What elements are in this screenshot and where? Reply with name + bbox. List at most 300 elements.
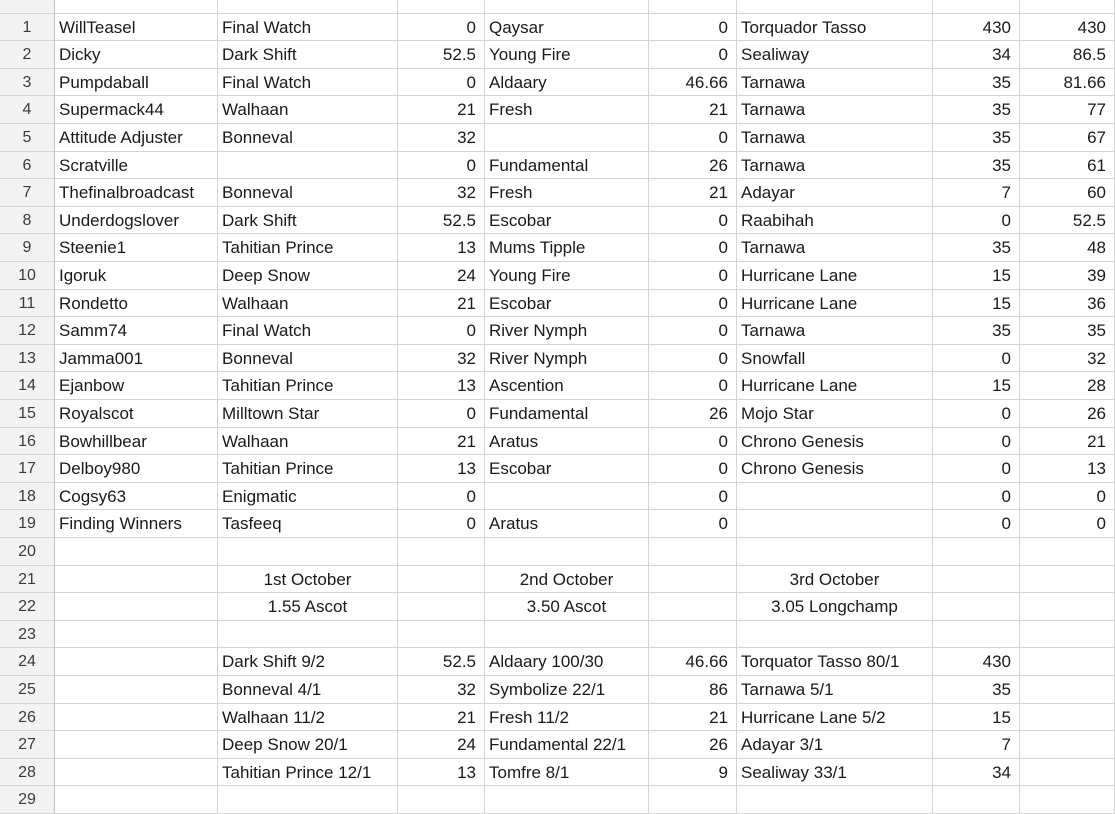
cell[interactable]: 35 [933,69,1020,97]
cell[interactable]: Thefinalbroadcast [55,179,218,207]
table-row [0,262,1106,290]
cell[interactable]: 0 [398,69,485,97]
row-header[interactable]: 29 [0,786,55,814]
cell[interactable]: 32 [398,345,485,373]
cell[interactable]: 0 [398,510,485,538]
table-row [0,593,1103,621]
cell[interactable]: Tasfeeq [218,510,398,538]
table-row [0,428,1106,456]
cell[interactable]: 0 [933,483,1020,511]
cell[interactable]: Chrono Genesis [737,455,933,483]
cell[interactable]: 7 [933,179,1020,207]
cell[interactable]: 3rd October [737,566,933,594]
cell[interactable]: Sealiway [737,41,933,69]
cell[interactable]: Enigmatic [218,483,398,511]
row-header[interactable]: 23 [0,621,55,649]
cell[interactable]: Hurricane Lane [737,372,933,400]
cell[interactable] [398,786,485,814]
cell[interactable] [55,731,218,759]
cell[interactable]: Scratville [55,152,218,180]
cell[interactable]: 34 [933,759,1020,787]
cell[interactable]: 3.50 Ascot [485,593,649,621]
cell[interactable]: 0 [1020,510,1115,538]
cell[interactable]: 0 [398,317,485,345]
table-row [0,648,1103,676]
cell[interactable]: 35 [933,676,1020,704]
cell[interactable] [398,538,485,566]
cell[interactable]: 7 [933,731,1020,759]
cell[interactable]: 15 [933,262,1020,290]
cell[interactable]: 21 [398,704,485,732]
cell[interactable]: Final Watch [218,69,398,97]
cell[interactable]: 0 [933,207,1020,235]
cell[interactable]: Jamma001 [55,345,218,373]
cell[interactable] [218,621,398,649]
cell[interactable]: Final Watch [218,317,398,345]
cell[interactable]: 39 [1020,262,1115,290]
cell[interactable]: 21 [398,290,485,318]
cell[interactable]: 0 [398,483,485,511]
cell[interactable]: 13 [398,372,485,400]
cell[interactable]: Fundamental [485,152,649,180]
cell[interactable]: Walhaan [218,290,398,318]
cell[interactable] [649,621,737,649]
cell[interactable]: 0 [649,455,737,483]
table-row [0,676,1103,704]
row-header[interactable]: 28 [0,759,55,787]
cell[interactable]: Aratus [485,510,649,538]
cell[interactable]: River Nymph [485,345,649,373]
cell[interactable]: 28 [1020,372,1115,400]
cell[interactable]: 0 [649,262,737,290]
table-row [0,345,1106,373]
cell[interactable]: Pumpdaball [55,69,218,97]
cell[interactable]: Mums Tipple [485,234,649,262]
cell[interactable] [1020,621,1115,649]
cell[interactable]: 32 [1020,345,1115,373]
cell[interactable]: 61 [1020,152,1115,180]
cell[interactable] [933,786,1020,814]
cell[interactable]: 15 [933,372,1020,400]
cell[interactable]: 0 [933,428,1020,456]
row-header[interactable]: 13 [0,345,55,373]
cell[interactable]: 86 [649,676,737,704]
row-header[interactable]: 14 [0,372,55,400]
cell[interactable]: 26 [1020,400,1115,428]
row-header[interactable]: 6 [0,152,55,180]
cell[interactable]: Fresh [485,96,649,124]
cell[interactable]: Torquador Tasso [737,14,933,42]
cell[interactable]: 0 [649,428,737,456]
cell[interactable]: 46.66 [649,69,737,97]
row-header[interactable]: 19 [0,510,55,538]
row-header[interactable]: 22 [0,593,55,621]
cell[interactable]: 35 [933,317,1020,345]
cell[interactable] [485,538,649,566]
row-header[interactable]: 21 [0,566,55,594]
cell[interactable]: 0 [649,124,737,152]
cell[interactable]: 0 [649,207,737,235]
cell[interactable]: Royalscot [55,400,218,428]
cell[interactable]: Final Watch [218,14,398,42]
cell[interactable] [55,0,218,14]
cell[interactable] [1020,538,1115,566]
cell[interactable]: 15 [933,704,1020,732]
table-row [0,400,1106,428]
cell[interactable]: Finding Winners [55,510,218,538]
cell[interactable]: Fundamental [485,400,649,428]
table-row [0,731,1103,759]
cell[interactable] [55,566,218,594]
table-row [0,317,1106,345]
cell[interactable] [737,538,933,566]
cell[interactable]: 0 [649,290,737,318]
cell[interactable] [398,566,485,594]
cell[interactable] [1020,566,1115,594]
cell[interactable]: Samm74 [55,317,218,345]
row-header[interactable]: 26 [0,704,55,732]
cell[interactable] [1020,676,1115,704]
cell[interactable]: 0 [649,41,737,69]
cell[interactable]: 77 [1020,96,1115,124]
cell[interactable]: 26 [649,152,737,180]
cell[interactable] [737,0,933,14]
table-row [0,152,1106,180]
cell[interactable]: Dark Shift 9/2 [218,648,398,676]
row-header[interactable]: 8 [0,207,55,235]
table-row [0,14,1106,42]
cell[interactable]: 0 [649,372,737,400]
table-row [0,621,1103,649]
cell[interactable]: 26 [649,400,737,428]
cell[interactable]: Bonneval [218,179,398,207]
cell[interactable] [933,593,1020,621]
cell[interactable]: 0 [649,234,737,262]
cell[interactable]: 21 [649,704,737,732]
table-row [0,69,1106,97]
cell[interactable]: 21 [649,96,737,124]
cell[interactable]: 0 [398,400,485,428]
cell[interactable] [218,538,398,566]
row-header[interactable] [0,0,55,14]
cell[interactable]: Deep Snow 20/1 [218,731,398,759]
row-header[interactable]: 10 [0,262,55,290]
row-header[interactable]: 20 [0,538,55,566]
cell[interactable] [933,538,1020,566]
cell[interactable]: Deep Snow [218,262,398,290]
cell[interactable] [55,786,218,814]
cell[interactable]: Rondetto [55,290,218,318]
cell[interactable] [933,0,1020,14]
cell[interactable]: Igoruk [55,262,218,290]
cell[interactable]: Tahitian Prince [218,372,398,400]
cell[interactable]: 13 [398,455,485,483]
cell[interactable]: 52.5 [398,41,485,69]
cell[interactable]: Ejanbow [55,372,218,400]
cell[interactable]: Young Fire [485,41,649,69]
cell[interactable] [1020,786,1115,814]
row-header[interactable]: 27 [0,731,55,759]
table-row [0,207,1106,235]
row-header[interactable]: 17 [0,455,55,483]
cell[interactable]: 36 [1020,290,1115,318]
cell[interactable] [1020,593,1115,621]
cell[interactable]: 26 [649,731,737,759]
cell[interactable]: 0 [649,483,737,511]
cell[interactable]: Tarnawa [737,96,933,124]
cell[interactable] [398,593,485,621]
cell[interactable]: Walhaan [218,428,398,456]
table-row [0,234,1106,262]
cell[interactable]: Tarnawa [737,69,933,97]
cell[interactable]: 48 [1020,234,1115,262]
cell[interactable]: 1st October [218,566,398,594]
cell[interactable]: Escobar [485,455,649,483]
cell[interactable]: Raabihah [737,207,933,235]
cell[interactable]: Hurricane Lane [737,262,933,290]
row-header[interactable]: 11 [0,290,55,318]
cell[interactable]: 0 [649,345,737,373]
table-row [0,96,1106,124]
cell[interactable]: Sealiway 33/1 [737,759,933,787]
cell[interactable]: Aratus [485,428,649,456]
table-row [0,179,1106,207]
cell[interactable]: 35 [933,124,1020,152]
cell[interactable]: Bonneval [218,124,398,152]
cell[interactable]: Escobar [485,290,649,318]
cell[interactable]: 13 [398,234,485,262]
cell[interactable]: 430 [933,14,1020,42]
cell[interactable]: Steenie1 [55,234,218,262]
cell[interactable]: Tarnawa [737,317,933,345]
cell[interactable] [737,510,933,538]
cell[interactable]: Torquator Tasso 80/1 [737,648,933,676]
table-row [0,759,1103,787]
cell[interactable] [55,621,218,649]
table-row [0,704,1103,732]
cell[interactable] [737,786,933,814]
cell[interactable]: Tarnawa 5/1 [737,676,933,704]
cell[interactable]: Bonneval 4/1 [218,676,398,704]
cell[interactable] [55,704,218,732]
table-row [0,566,1103,594]
cell[interactable]: Tarnawa [737,234,933,262]
cell[interactable] [649,538,737,566]
cell[interactable]: Adayar 3/1 [737,731,933,759]
row-header[interactable]: 18 [0,483,55,511]
cell[interactable]: Tomfre 8/1 [485,759,649,787]
cell[interactable] [1020,759,1115,787]
cell[interactable] [485,483,649,511]
row-header[interactable]: 7 [0,179,55,207]
cell[interactable]: 1.55 Ascot [218,593,398,621]
cell[interactable]: 21 [398,428,485,456]
cell[interactable] [55,676,218,704]
cell[interactable]: 34 [933,41,1020,69]
row-header[interactable]: 15 [0,400,55,428]
cell[interactable]: Fresh 11/2 [485,704,649,732]
cell[interactable] [55,648,218,676]
cell[interactable]: Dark Shift [218,207,398,235]
cell[interactable]: Milltown Star [218,400,398,428]
cell[interactable]: Dicky [55,41,218,69]
cell[interactable]: 86.5 [1020,41,1115,69]
cell[interactable] [485,124,649,152]
cell[interactable] [1020,731,1115,759]
cell[interactable] [737,483,933,511]
row-header[interactable]: 1 [0,14,55,42]
cell[interactable]: 0 [649,14,737,42]
cell[interactable]: 35 [933,152,1020,180]
cell[interactable] [485,621,649,649]
table-row [0,538,1103,566]
row-header[interactable]: 24 [0,648,55,676]
cell[interactable]: 24 [398,731,485,759]
cell[interactable] [649,593,737,621]
cell[interactable]: 60 [1020,179,1115,207]
cell[interactable]: 0 [933,345,1020,373]
row-header[interactable]: 12 [0,317,55,345]
cell[interactable]: 24 [398,262,485,290]
cell[interactable] [485,0,649,14]
cell[interactable]: 2nd October [485,566,649,594]
table-row [0,372,1106,400]
row-header[interactable]: 2 [0,41,55,69]
cell[interactable]: Dark Shift [218,41,398,69]
cell[interactable]: 52.5 [398,207,485,235]
cell[interactable]: 52.5 [398,648,485,676]
table-row [0,41,1106,69]
cell[interactable]: Tahitian Prince 12/1 [218,759,398,787]
cell[interactable]: 430 [1020,14,1115,42]
cell[interactable]: 0 [649,510,737,538]
cell[interactable]: 21 [398,96,485,124]
cell[interactable]: 13 [1020,455,1115,483]
cell[interactable]: Escobar [485,207,649,235]
cell[interactable] [398,0,485,14]
cell[interactable]: 15 [933,290,1020,318]
cell[interactable]: Hurricane Lane [737,290,933,318]
cell[interactable]: 430 [933,648,1020,676]
cell[interactable]: 0 [398,14,485,42]
cell[interactable]: 21 [649,179,737,207]
table-row [0,786,1103,814]
cell[interactable]: Aldaary [485,69,649,97]
cell[interactable] [55,538,218,566]
cell[interactable]: 13 [398,759,485,787]
cell[interactable]: Tahitian Prince [218,234,398,262]
cell[interactable] [1020,648,1115,676]
cell[interactable] [1020,0,1115,14]
table-row [0,483,1106,511]
cell[interactable] [398,621,485,649]
cell[interactable]: Mojo Star [737,400,933,428]
cell[interactable] [737,621,933,649]
row-header[interactable]: 16 [0,428,55,456]
cell[interactable]: 35 [933,234,1020,262]
row-header[interactable]: 4 [0,96,55,124]
table-row [0,455,1106,483]
cell[interactable]: Attitude Adjuster [55,124,218,152]
cell[interactable] [55,759,218,787]
table-row [0,510,1106,538]
cell[interactable]: Delboy980 [55,455,218,483]
cell[interactable]: Underdogslover [55,207,218,235]
cell[interactable]: 35 [933,96,1020,124]
table-row [0,124,1106,152]
table-row [0,0,1103,14]
cell[interactable]: 35 [1020,317,1115,345]
cell[interactable] [649,786,737,814]
cell[interactable] [649,566,737,594]
cell[interactable] [1020,704,1115,732]
cell[interactable] [218,152,398,180]
cell[interactable] [485,786,649,814]
cell[interactable] [933,621,1020,649]
cell[interactable]: Bonneval [218,345,398,373]
cell[interactable]: 46.66 [649,648,737,676]
cell[interactable]: Aldaary 100/30 [485,648,649,676]
cell[interactable]: 81.66 [1020,69,1115,97]
cell[interactable]: Fresh [485,179,649,207]
cell[interactable]: Cogsy63 [55,483,218,511]
cell[interactable]: Hurricane Lane 5/2 [737,704,933,732]
cell[interactable]: 0 [1020,483,1115,511]
cell[interactable]: Bowhillbear [55,428,218,456]
cell[interactable]: Chrono Genesis [737,428,933,456]
cell[interactable] [218,786,398,814]
cell[interactable]: 32 [398,179,485,207]
cell[interactable]: Qaysar [485,14,649,42]
cell[interactable]: Snowfall [737,345,933,373]
cell[interactable]: 9 [649,759,737,787]
cell[interactable]: 0 [933,400,1020,428]
cell[interactable]: Supermack44 [55,96,218,124]
row-header[interactable]: 3 [0,69,55,97]
cell[interactable]: Young Fire [485,262,649,290]
cell[interactable]: 0 [933,510,1020,538]
cell[interactable]: 67 [1020,124,1115,152]
cell[interactable]: 0 [398,152,485,180]
cell[interactable]: Symbolize 22/1 [485,676,649,704]
table-row [0,290,1106,318]
cell[interactable]: 32 [398,124,485,152]
cell[interactable]: 21 [1020,428,1115,456]
cell[interactable]: Tarnawa [737,152,933,180]
cell[interactable] [649,0,737,14]
cell[interactable]: Walhaan 11/2 [218,704,398,732]
cell[interactable] [55,593,218,621]
cell[interactable] [933,566,1020,594]
cell[interactable]: 32 [398,676,485,704]
cell[interactable]: Tahitian Prince [218,455,398,483]
row-header[interactable]: 5 [0,124,55,152]
cell[interactable]: Ascention [485,372,649,400]
cell[interactable]: Fundamental 22/1 [485,731,649,759]
cell[interactable]: Walhaan [218,96,398,124]
cell[interactable]: 0 [933,455,1020,483]
row-header[interactable]: 25 [0,676,55,704]
cell[interactable]: 3.05 Longchamp [737,593,933,621]
cell[interactable]: 52.5 [1020,207,1115,235]
cell[interactable]: 0 [649,317,737,345]
row-header[interactable]: 9 [0,234,55,262]
cell[interactable]: WillTeasel [55,14,218,42]
cell[interactable]: Adayar [737,179,933,207]
cell[interactable]: Tarnawa [737,124,933,152]
cell[interactable]: River Nymph [485,317,649,345]
cell[interactable] [218,0,398,14]
